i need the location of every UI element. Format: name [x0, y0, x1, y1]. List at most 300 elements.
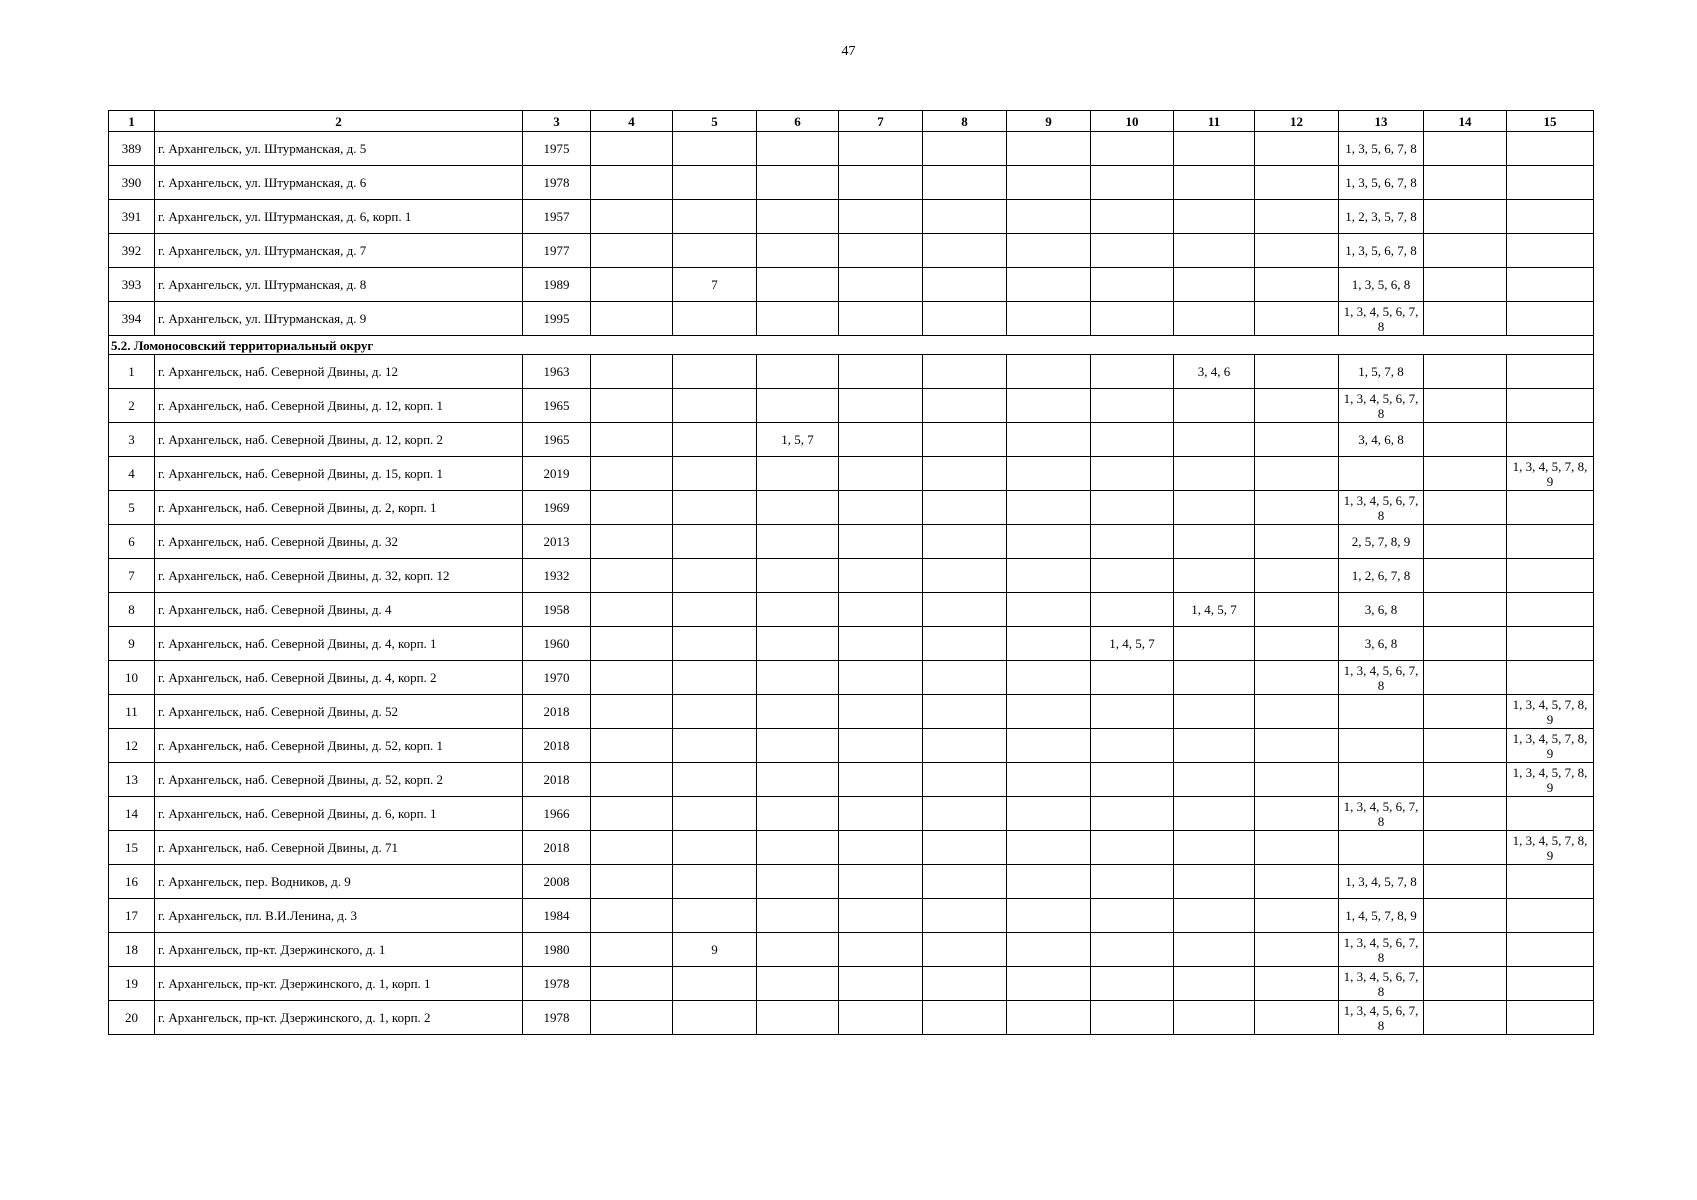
year-cell [523, 1001, 591, 1035]
value-cell [1424, 797, 1507, 831]
value-cell [757, 627, 839, 661]
value-cell [1507, 389, 1594, 423]
cell-text: 2013 [543, 534, 570, 549]
value-cell [1174, 559, 1255, 593]
value-cell [673, 593, 757, 627]
value-cell [757, 831, 839, 865]
cell-text: 12 [125, 738, 138, 753]
value-cell [591, 831, 673, 865]
value-cell [673, 899, 757, 933]
value-cell [839, 200, 923, 234]
value-cell [923, 268, 1007, 302]
cell-text: 1, 3, 4, 5, 6, 7, 8 [1343, 934, 1419, 965]
value-cell [591, 268, 673, 302]
year-cell [523, 763, 591, 797]
value-cell [1255, 234, 1339, 268]
value-cell [1255, 729, 1339, 763]
value-cell [1091, 1001, 1174, 1035]
value-cell [1007, 457, 1091, 491]
cell-text: 2018 [543, 738, 570, 753]
value-cell [1507, 525, 1594, 559]
value-cell [1174, 525, 1255, 559]
value-cell [1339, 234, 1424, 268]
value-cell [1424, 423, 1507, 457]
value-cell [1174, 132, 1255, 166]
value-cell [1007, 967, 1091, 1001]
value-cell [1255, 457, 1339, 491]
cell-text: 16 [125, 874, 138, 889]
cell-text: 1977 [543, 243, 570, 258]
value-cell [1424, 661, 1507, 695]
value-cell [1007, 593, 1091, 627]
value-cell [591, 423, 673, 457]
value-cell [1424, 457, 1507, 491]
value-cell [1007, 899, 1091, 933]
value-cell [757, 234, 839, 268]
row-number-cell [109, 457, 155, 491]
cell-text: 17 [125, 908, 138, 923]
value-cell [1339, 593, 1424, 627]
cell-text: 1980 [543, 942, 570, 957]
row-number-cell [109, 559, 155, 593]
cell-text: г. Архангельск, наб. Северной Двины, д. 12 [158, 364, 398, 379]
value-cell [1424, 132, 1507, 166]
value-cell [1255, 593, 1339, 627]
value-cell [673, 831, 757, 865]
value-cell [591, 166, 673, 200]
value-cell [1007, 627, 1091, 661]
value-cell [757, 933, 839, 967]
year-cell [523, 525, 591, 559]
cell-text: 1, 3, 4, 5, 7, 8, 9 [1512, 730, 1588, 761]
value-cell [757, 559, 839, 593]
value-cell [839, 797, 923, 831]
column-header: 4 [591, 111, 673, 132]
cell-text: г. Архангельск, ул. Штурманская, д. 6, корп. 1 [158, 209, 412, 224]
address-cell [155, 355, 523, 389]
value-cell [1507, 302, 1594, 336]
value-cell [1507, 593, 1594, 627]
value-cell [1174, 933, 1255, 967]
cell-text: г. Архангельск, пл. В.И.Ленина, д. 3 [158, 908, 357, 923]
value-cell [839, 763, 923, 797]
value-cell [1339, 200, 1424, 234]
address-cell [155, 132, 523, 166]
cell-text: 1995 [543, 311, 570, 326]
value-cell [1424, 200, 1507, 234]
value-cell [923, 899, 1007, 933]
value-cell [1339, 423, 1424, 457]
value-cell [673, 1001, 757, 1035]
row-number-cell [109, 491, 155, 525]
cell-text: 2008 [543, 874, 570, 889]
value-cell [1007, 200, 1091, 234]
value-cell [1174, 967, 1255, 1001]
table-row [109, 899, 1594, 933]
cell-text: 5 [128, 500, 135, 515]
cell-text: 1, 4, 5, 7, 8, 9 [1345, 908, 1417, 923]
address-cell [155, 967, 523, 1001]
cell-text: 9 [711, 942, 718, 957]
value-cell [673, 389, 757, 423]
column-header: 14 [1424, 111, 1507, 132]
value-cell [839, 234, 923, 268]
value-cell [1007, 525, 1091, 559]
year-cell [523, 695, 591, 729]
value-cell [1339, 797, 1424, 831]
address-cell [155, 865, 523, 899]
cell-text: 2018 [543, 840, 570, 855]
table-row [109, 302, 1594, 336]
value-cell [1424, 491, 1507, 525]
value-cell [1507, 491, 1594, 525]
value-cell [591, 525, 673, 559]
row-number-cell [109, 865, 155, 899]
cell-text: 391 [121, 209, 142, 224]
value-cell [673, 729, 757, 763]
value-cell [1424, 166, 1507, 200]
value-cell [1174, 491, 1255, 525]
year-cell [523, 831, 591, 865]
value-cell [923, 200, 1007, 234]
value-cell [591, 389, 673, 423]
value-cell [923, 933, 1007, 967]
value-cell [1255, 763, 1339, 797]
value-cell [1091, 423, 1174, 457]
cell-text: 2018 [543, 772, 570, 787]
cell-text: г. Архангельск, наб. Северной Двины, д. 52, корп. 2 [158, 772, 444, 787]
value-cell [1007, 132, 1091, 166]
value-cell [1339, 695, 1424, 729]
value-cell [1255, 302, 1339, 336]
value-cell [923, 831, 1007, 865]
value-cell [1424, 967, 1507, 1001]
cell-text: 2018 [543, 704, 570, 719]
cell-text: 1, 3, 4, 5, 6, 7, 8 [1343, 798, 1419, 829]
value-cell [1091, 355, 1174, 389]
year-cell [523, 593, 591, 627]
value-cell [1007, 1001, 1091, 1035]
row-number-cell [109, 423, 155, 457]
year-cell [523, 797, 591, 831]
value-cell [839, 729, 923, 763]
value-cell [1255, 967, 1339, 1001]
cell-text: г. Архангельск, ул. Штурманская, д. 8 [158, 277, 367, 292]
value-cell [1339, 491, 1424, 525]
column-header: 1 [109, 111, 155, 132]
value-cell [839, 166, 923, 200]
value-cell [923, 967, 1007, 1001]
value-cell [1174, 389, 1255, 423]
value-cell [1091, 559, 1174, 593]
value-cell [591, 899, 673, 933]
cell-text: 1, 2, 3, 5, 7, 8 [1345, 209, 1417, 224]
value-cell [1174, 200, 1255, 234]
value-cell [1507, 729, 1594, 763]
cell-text: 1, 3, 4, 5, 7, 8, 9 [1512, 458, 1588, 489]
cell-text: г. Архангельск, пр-кт. Дзержинского, д. 1, корп. 1 [158, 976, 431, 991]
value-cell [1007, 423, 1091, 457]
address-cell [155, 933, 523, 967]
year-cell [523, 132, 591, 166]
value-cell [673, 967, 757, 1001]
column-header: 6 [757, 111, 839, 132]
table-row [109, 559, 1594, 593]
value-cell [1255, 491, 1339, 525]
value-cell [1007, 661, 1091, 695]
value-cell [591, 593, 673, 627]
row-number-cell [109, 355, 155, 389]
table-row [109, 865, 1594, 899]
value-cell [1424, 763, 1507, 797]
cell-text: 20 [125, 1010, 138, 1025]
value-cell [673, 491, 757, 525]
value-cell [1424, 302, 1507, 336]
table-row [109, 234, 1594, 268]
value-cell [839, 268, 923, 302]
value-cell [1255, 695, 1339, 729]
cell-text: г. Архангельск, наб. Северной Двины, д. 71 [158, 840, 398, 855]
year-cell [523, 729, 591, 763]
cell-text: 1, 3, 4, 5, 7, 8, 9 [1512, 764, 1588, 795]
cell-text: 11 [125, 704, 138, 719]
year-cell [523, 302, 591, 336]
address-cell [155, 200, 523, 234]
value-cell [923, 695, 1007, 729]
value-cell [1507, 457, 1594, 491]
value-cell [923, 302, 1007, 336]
row-number-cell [109, 200, 155, 234]
value-cell [1007, 865, 1091, 899]
value-cell [1174, 627, 1255, 661]
value-cell [673, 525, 757, 559]
address-cell [155, 491, 523, 525]
value-cell [673, 355, 757, 389]
page-number: 47 [841, 44, 856, 59]
cell-text: г. Архангельск, ул. Штурманская, д. 9 [158, 311, 367, 326]
value-cell [591, 661, 673, 695]
table-row [109, 627, 1594, 661]
value-cell [1255, 831, 1339, 865]
cell-text: 1, 4, 5, 7 [1109, 636, 1155, 651]
address-cell [155, 302, 523, 336]
value-cell [1424, 627, 1507, 661]
cell-text: г. Архангельск, наб. Северной Двины, д. 32, корп. 12 [158, 568, 450, 583]
value-cell [673, 234, 757, 268]
value-cell [1507, 1001, 1594, 1035]
table-row [109, 423, 1594, 457]
value-cell [757, 899, 839, 933]
cell-text: 1, 3, 5, 6, 8 [1351, 277, 1411, 292]
value-cell [757, 967, 839, 1001]
value-cell [1507, 865, 1594, 899]
value-cell [1507, 355, 1594, 389]
value-cell [1091, 967, 1174, 1001]
value-cell [591, 559, 673, 593]
value-cell [923, 166, 1007, 200]
value-cell [1007, 166, 1091, 200]
value-cell [1507, 132, 1594, 166]
cell-text: г. Архангельск, наб. Северной Двины, д. 32 [158, 534, 398, 549]
value-cell [591, 695, 673, 729]
address-cell [155, 389, 523, 423]
cell-text: 1, 3, 4, 5, 7, 8, 9 [1512, 696, 1588, 727]
value-cell [1007, 729, 1091, 763]
table-body [109, 132, 1594, 1035]
value-cell [923, 491, 1007, 525]
value-cell [757, 797, 839, 831]
value-cell [1174, 661, 1255, 695]
cell-text: 1, 5, 7, 8 [1358, 364, 1404, 379]
table-row [109, 831, 1594, 865]
value-cell [1007, 797, 1091, 831]
value-cell [757, 661, 839, 695]
row-number-cell [109, 933, 155, 967]
value-cell [1339, 355, 1424, 389]
cell-text: 3, 6, 8 [1364, 602, 1398, 617]
year-cell [523, 389, 591, 423]
value-cell [1174, 457, 1255, 491]
column-header: 3 [523, 111, 591, 132]
address-cell [155, 525, 523, 559]
value-cell [1507, 268, 1594, 302]
year-cell [523, 166, 591, 200]
value-cell [1174, 865, 1255, 899]
value-cell [591, 1001, 673, 1035]
value-cell [1255, 1001, 1339, 1035]
value-cell [923, 423, 1007, 457]
value-cell [1339, 967, 1424, 1001]
cell-text: 393 [121, 277, 142, 292]
address-cell [155, 234, 523, 268]
value-cell [673, 200, 757, 234]
value-cell [1007, 302, 1091, 336]
cell-text: 2 [128, 398, 135, 413]
value-cell [1091, 831, 1174, 865]
address-cell [155, 1001, 523, 1035]
value-cell [591, 763, 673, 797]
value-cell [1174, 355, 1255, 389]
value-cell [1091, 166, 1174, 200]
cell-text: 1, 3, 4, 5, 6, 7, 8 [1343, 390, 1419, 421]
value-cell [1007, 831, 1091, 865]
cell-text: 1, 3, 4, 5, 6, 7, 8 [1343, 968, 1419, 999]
value-cell [839, 525, 923, 559]
value-cell [1339, 132, 1424, 166]
cell-text: 1, 3, 4, 5, 7, 8 [1345, 874, 1417, 889]
value-cell [1091, 302, 1174, 336]
cell-text: г. Архангельск, наб. Северной Двины, д. 12, корп. 2 [158, 432, 444, 447]
cell-text: 1963 [543, 364, 570, 379]
cell-text: 2, 5, 7, 8, 9 [1351, 534, 1411, 549]
column-header: 8 [923, 111, 1007, 132]
table-row [109, 355, 1594, 389]
cell-text: 1975 [543, 141, 570, 156]
year-cell [523, 933, 591, 967]
value-cell [1424, 593, 1507, 627]
row-number-cell [109, 627, 155, 661]
value-cell [673, 627, 757, 661]
value-cell [1091, 234, 1174, 268]
row-number-cell [109, 695, 155, 729]
value-cell [1339, 302, 1424, 336]
value-cell [757, 763, 839, 797]
value-cell [1007, 491, 1091, 525]
value-cell [673, 559, 757, 593]
value-cell [591, 797, 673, 831]
year-cell [523, 967, 591, 1001]
value-cell [1339, 268, 1424, 302]
value-cell [591, 200, 673, 234]
value-cell [673, 933, 757, 967]
cell-text: 1960 [543, 636, 570, 651]
value-cell [757, 695, 839, 729]
value-cell [923, 865, 1007, 899]
value-cell [1424, 355, 1507, 389]
value-cell [591, 132, 673, 166]
value-cell [839, 899, 923, 933]
value-cell [923, 593, 1007, 627]
value-cell [1091, 933, 1174, 967]
value-cell [923, 729, 1007, 763]
cell-text: г. Архангельск, пер. Водников, д. 9 [158, 874, 351, 889]
value-cell [1007, 763, 1091, 797]
table-row [109, 933, 1594, 967]
value-cell [1007, 933, 1091, 967]
value-cell [1424, 933, 1507, 967]
cell-text: 10 [125, 670, 138, 685]
value-cell [1339, 661, 1424, 695]
cell-text: 1965 [543, 432, 570, 447]
value-cell [757, 423, 839, 457]
cell-text: 1984 [543, 908, 570, 923]
cell-text: 1978 [543, 1010, 570, 1025]
value-cell [923, 457, 1007, 491]
cell-text: г. Архангельск, ул. Штурманская, д. 5 [158, 141, 367, 156]
value-cell [923, 1001, 1007, 1035]
row-number-cell [109, 525, 155, 559]
value-cell [673, 423, 757, 457]
value-cell [839, 967, 923, 1001]
value-cell [1091, 797, 1174, 831]
value-cell [1339, 763, 1424, 797]
value-cell [1174, 797, 1255, 831]
cell-text: 1966 [543, 806, 570, 821]
value-cell [757, 525, 839, 559]
column-header: 7 [839, 111, 923, 132]
address-cell [155, 268, 523, 302]
cell-text: 1, 3, 4, 5, 6, 7, 8 [1343, 662, 1419, 693]
address-cell [155, 627, 523, 661]
value-cell [673, 865, 757, 899]
cell-text: 1, 3, 4, 5, 6, 7, 8 [1343, 1002, 1419, 1033]
value-cell [839, 457, 923, 491]
value-cell [591, 627, 673, 661]
value-cell [1255, 132, 1339, 166]
cell-text: 3, 4, 6 [1197, 364, 1231, 379]
value-cell [1091, 865, 1174, 899]
value-cell [1424, 865, 1507, 899]
value-cell [673, 763, 757, 797]
value-cell [673, 166, 757, 200]
value-cell [1255, 661, 1339, 695]
value-cell [1339, 457, 1424, 491]
value-cell [1339, 729, 1424, 763]
value-cell [1007, 355, 1091, 389]
cell-text: 6 [128, 534, 135, 549]
row-number-cell [109, 1001, 155, 1035]
registry-table [108, 110, 1594, 1035]
